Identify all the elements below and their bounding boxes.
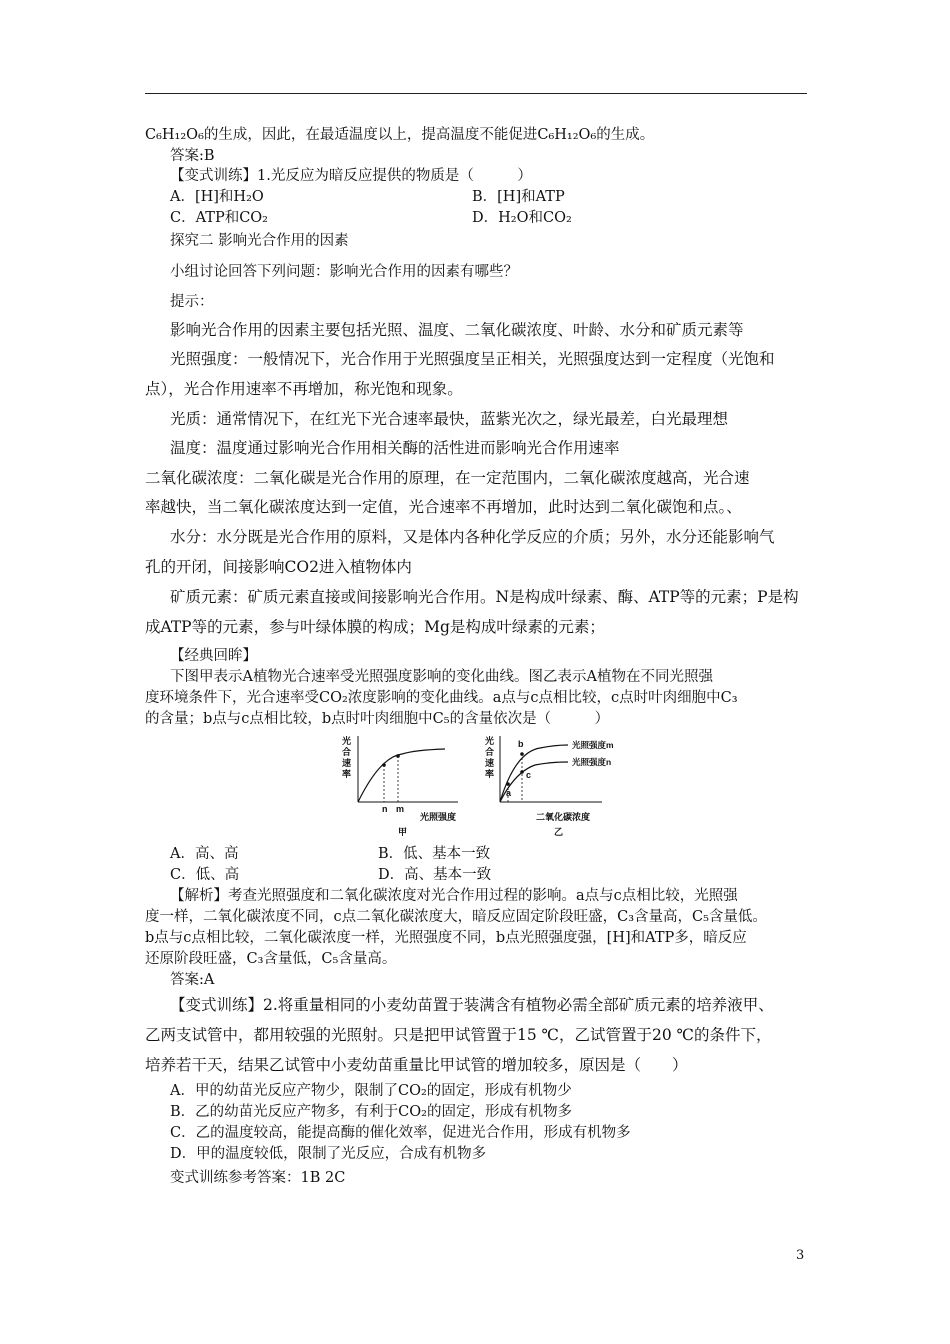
- option-a: A．高、高: [170, 846, 239, 862]
- text-line: 矿质元素：矿质元素直接或间接影响光合作用。N是构成叶绿素、酶、ATP等的元素；P是构: [170, 588, 799, 606]
- option-a: A．甲的幼苗光反应产物少，限制了CO₂的固定，形成有机物少: [170, 1083, 572, 1099]
- svg-text:率: 率: [485, 769, 495, 779]
- text-line: 提示：: [170, 294, 214, 310]
- yi-curve-label-m: 光照强度m: [572, 740, 614, 750]
- yi-caption: 乙: [554, 827, 564, 837]
- answer-line: 答案:B: [170, 148, 215, 164]
- text-line: 光质：通常情况下，在红光下光合速率最快，蓝紫光次之，绿光最差，白光最理想: [170, 410, 729, 428]
- option-c: C．低、高: [170, 867, 240, 883]
- option-b: B．低、基本一致: [378, 846, 491, 862]
- yi-point-b: [520, 752, 524, 756]
- answer-key: 变式训练参考答案：1B 2C: [170, 1170, 346, 1186]
- text-line: 光照强度：一般情况下，光合作用于光照强度呈正相关，光照强度达到一定程度（光饱和: [170, 350, 775, 368]
- header-rule: [145, 93, 807, 94]
- yi-curve-label-n: 光照强度n: [572, 757, 612, 767]
- text-line: 度一样，二氧化碳浓度不同，c点二氧化碳浓度大，暗反应固定阶段旺盛，C₃含量高，C₅含量低。: [145, 909, 767, 925]
- jia-caption: 甲: [398, 827, 408, 837]
- text-line: 度环境条件下，光合速率受CO₂浓度影响的变化曲线。a点与c点相比较，c点时叶肉细胞中C₃: [145, 690, 738, 706]
- text-line: 点），光合作用速率不再增加，称光饱和现象。: [145, 380, 463, 398]
- text-line: 还原阶段旺盛，C₃含量低，C₅含量高。: [145, 951, 397, 967]
- svg-text:合: 合: [485, 747, 495, 757]
- answer-line: 答案:A: [170, 972, 215, 988]
- yi-label-a: a: [506, 788, 512, 798]
- figure-curves: [340, 732, 630, 842]
- svg-text:合: 合: [342, 747, 352, 757]
- text-line: 的含量；b点与c点相比较，b点时叶肉细胞中C₅的含量依次是（ ）: [145, 711, 610, 727]
- option-d: D．高、基本一致: [378, 867, 492, 883]
- text-line: 小组讨论回答下列问题：影响光合作用的因素有哪些？: [170, 264, 518, 280]
- text-line: 培养若干天，结果乙试管中小麦幼苗重量比甲试管的增加较多，原因是（ ）: [145, 1056, 688, 1074]
- text-line: 【解析】考查光照强度和二氧化碳浓度对光合作用过程的影响。a点与c点相比较，光照强: [170, 888, 738, 904]
- option-b: B．乙的幼苗光反应产物多，有利于CO₂的固定，形成有机物多: [170, 1104, 572, 1120]
- svg-text:速: 速: [485, 758, 495, 768]
- text-line: C₆H₁₂O₆的生成，因此，在最适温度以上，提高温度不能促进C₆H₁₂O₆的生成。: [145, 127, 655, 143]
- jia-xlabel: 光照强度: [420, 812, 457, 822]
- svg-text:速: 速: [342, 758, 352, 768]
- text-line: b点与c点相比较，二氧化碳浓度一样，光照强度不同，b点光照强度强，[H]和ATP多，暗反应: [145, 930, 747, 946]
- option-b: B．[H]和ATP: [472, 189, 565, 205]
- text-line: 影响光合作用的因素主要包括光照、温度、二氧化碳浓度、叶龄、水分和矿质元素等: [170, 321, 744, 339]
- chart-jia: [342, 735, 458, 837]
- jia-ylabel: 光: [342, 736, 352, 746]
- yi-label-c: c: [526, 770, 532, 780]
- yi-point-a: [506, 782, 510, 786]
- yi-ylabel: 光: [485, 736, 495, 746]
- text-line: 孔的开闭，间接影响CO2进入植物体内: [145, 558, 412, 576]
- jia-point-n: [382, 763, 386, 767]
- option-c: C．乙的温度较高，能提高酶的催化效率，促进光合作用，形成有机物多: [170, 1125, 631, 1141]
- section-heading: 探究二 影响光合作用的因素: [170, 233, 349, 249]
- option-d: D．甲的温度较低，限制了光反应，合成有机物多: [170, 1146, 487, 1162]
- text-line: 率越快，当二氧化碳浓度达到一定值，光合速率不再增加，此时达到二氧化碳饱和点。、: [145, 498, 742, 516]
- option-a: A．[H]和H₂O: [170, 189, 264, 205]
- section-heading: 【经典回眸】: [170, 648, 257, 664]
- text-line: 温度：温度通过影响光合作用相关酶的活性进而影响光合作用速率: [170, 439, 620, 457]
- yi-label-b: b: [518, 739, 524, 749]
- text-line: 成ATP等的元素，参与叶绿体膜的构成；Mg是构成叶绿素的元素；: [145, 618, 605, 636]
- yi-point-c: [520, 770, 524, 774]
- jia-curve: [358, 749, 445, 802]
- chart-yi: [485, 735, 614, 837]
- svg-text:率: 率: [342, 769, 352, 779]
- jia-label-m: m: [396, 804, 405, 814]
- text-line: 乙两支试管中，都用较强的光照射。只是把甲试管置于15 ℃，乙试管置于20 ℃的条件下，: [145, 1026, 772, 1044]
- option-d: D．H₂O和CO₂: [472, 210, 572, 226]
- text-line: 二氧化碳浓度：二氧化碳是光合作用的原理，在一定范围内，二氧化碳浓度越高，光合速: [145, 469, 750, 487]
- page-number: 3: [796, 1248, 805, 1263]
- jia-point-m: [396, 754, 400, 758]
- text-line: 【变式训练】2.将重量相同的小麦幼苗置于装满含有植物必需全部矿质元素的培养液甲、: [170, 996, 774, 1014]
- text-line: 水分：水分既是光合作用的原料，又是体内各种化学反应的介质；另外，水分还能影响气: [170, 528, 775, 546]
- jia-label-n: n: [382, 804, 388, 814]
- yi-xlabel: 二氧化碳浓度: [536, 812, 591, 822]
- option-c: C．ATP和CO₂: [170, 210, 268, 226]
- question-line: 【变式训练】1.光反应为暗反应提供的物质是（ ）: [170, 168, 532, 184]
- text-line: 下图甲表示A植物光合速率受光照强度影响的变化曲线。图乙表示A植物在不同光照强: [170, 669, 713, 685]
